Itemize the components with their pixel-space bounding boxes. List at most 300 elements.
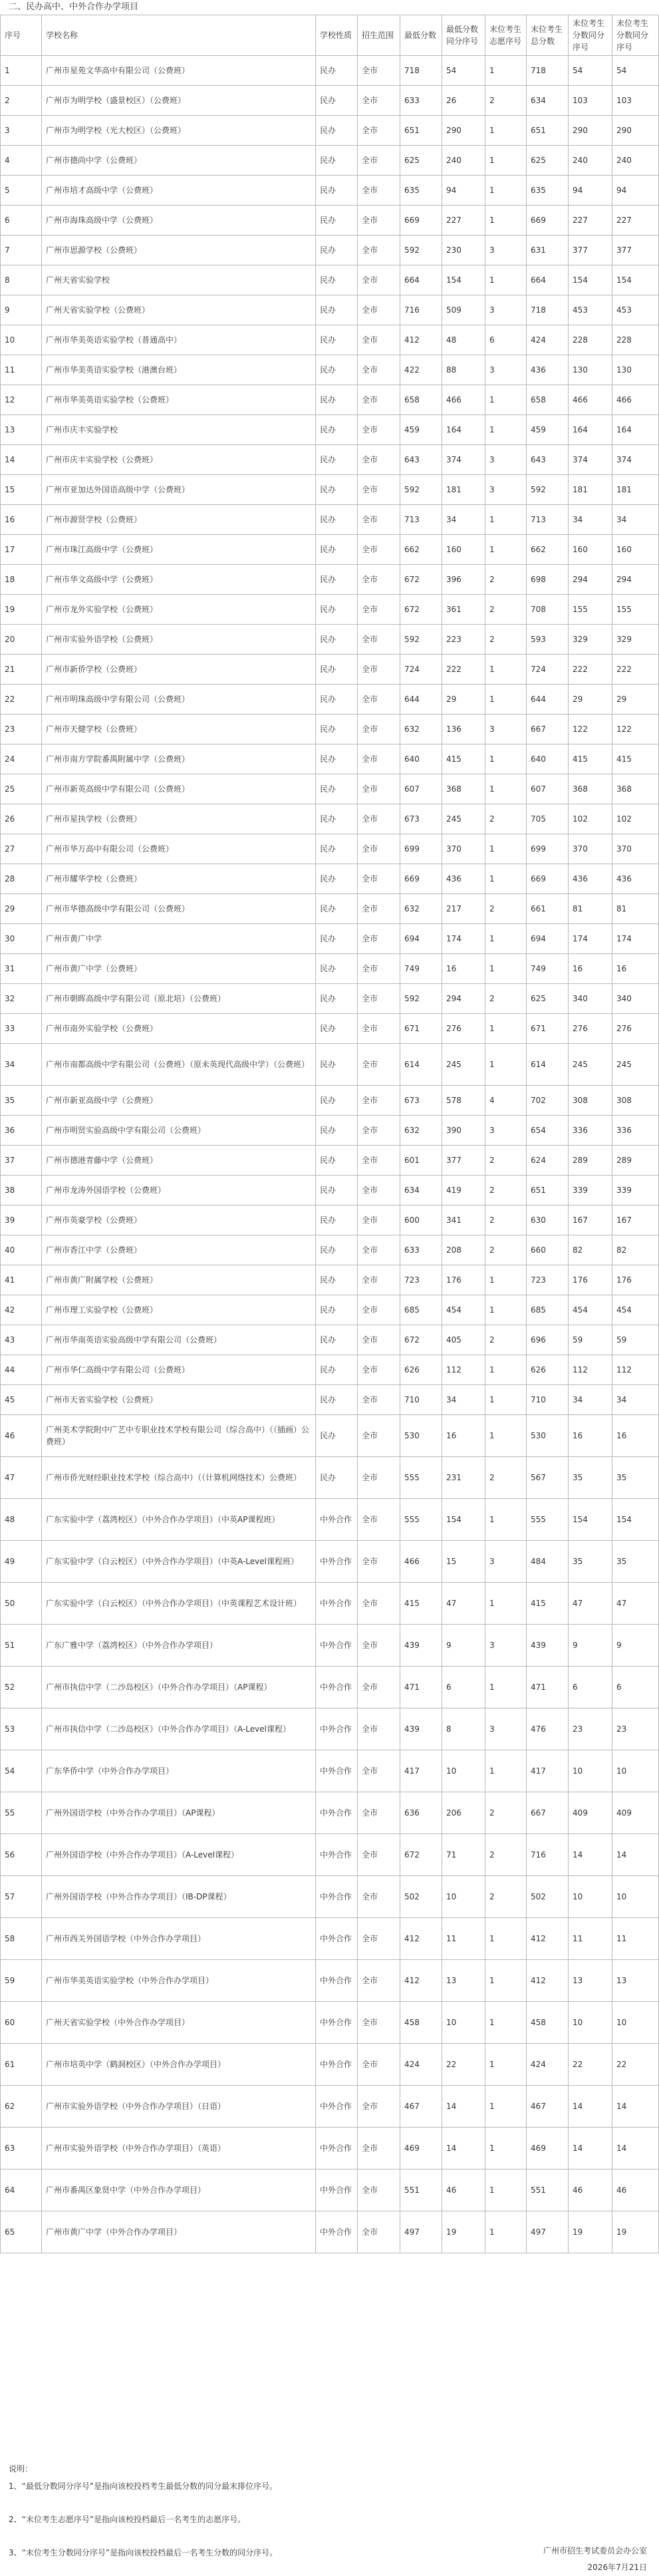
cell-school-name: 广州市华德高级中学有限公司（公费班）: [42, 894, 316, 924]
cell-min-score: 669: [400, 206, 442, 236]
table-row: [1, 1325, 659, 1355]
cell-min-score: 555: [400, 1499, 442, 1541]
cell-last-rank-2: 103: [612, 86, 659, 116]
cell-min-score: 417: [400, 1750, 442, 1792]
cell-min-score-rank: 71: [442, 1834, 485, 1876]
cell-min-score: 632: [400, 894, 442, 924]
table-row: [1, 176, 659, 206]
cell-last-rank: 374: [569, 445, 612, 475]
cell-last-rank: 54: [569, 56, 612, 86]
cell-min-score-rank: 390: [442, 1116, 485, 1146]
cell-school-type: 民办: [316, 505, 358, 535]
cell-last-rank: 167: [569, 1206, 612, 1235]
table-row: [1, 265, 659, 295]
cell-school-name: 广东实验中学（白云校区）（中外合作办学项目）（中英A-Level课程班）: [42, 1541, 316, 1583]
cell-seq: 8: [1, 265, 42, 295]
cell-last-total: 624: [527, 1146, 569, 1176]
cell-school-name: 广州市实验外语学校（公费班）: [42, 625, 316, 655]
cell-school-type: 民办: [316, 295, 358, 325]
cell-last-rank: 329: [569, 625, 612, 655]
cell-last-rank-2: 154: [612, 265, 659, 295]
cell-min-score: 634: [400, 1176, 442, 1206]
cell-last-total: 685: [527, 1295, 569, 1325]
cell-last-total: 654: [527, 1116, 569, 1146]
cell-min-score-rank: 8: [442, 1708, 485, 1750]
cell-school-name: 广州市龙外实验学校（公费班）: [42, 595, 316, 625]
cell-last-choice: 1: [485, 1583, 527, 1625]
table-row: [1, 2128, 659, 2170]
cell-min-score: 713: [400, 505, 442, 535]
cell-range: 全市: [358, 1834, 400, 1876]
cell-last-rank: 46: [569, 2170, 612, 2211]
cell-range: 全市: [358, 834, 400, 864]
cell-last-total: 567: [527, 1457, 569, 1499]
cell-last-rank-2: 176: [612, 1265, 659, 1295]
table-row: [1, 1583, 659, 1625]
cell-last-total: 671: [527, 1014, 569, 1044]
cell-seq: 10: [1, 325, 42, 355]
cell-min-score-rank: 370: [442, 834, 485, 864]
cell-min-score-rank: 54: [442, 56, 485, 86]
cell-last-rank-2: 16: [612, 1415, 659, 1457]
cell-last-rank: 339: [569, 1176, 612, 1206]
cell-last-rank-2: 47: [612, 1583, 659, 1625]
cell-min-score: 640: [400, 744, 442, 774]
cell-range: 全市: [358, 984, 400, 1014]
cell-min-score-rank: 245: [442, 804, 485, 834]
cell-range: 全市: [358, 1014, 400, 1044]
table-row: [1, 804, 659, 834]
cell-school-type: 中外合作: [316, 1667, 358, 1708]
header-min-score: 最低分数: [400, 15, 442, 56]
cell-min-score: 669: [400, 864, 442, 894]
cell-school-name: 广州外国语学校（中外合作办学项目）（IB-DP课程）: [42, 1876, 316, 1918]
cell-last-choice: 2: [485, 1176, 527, 1206]
cell-last-rank: 164: [569, 415, 612, 445]
table-row: [1, 475, 659, 505]
cell-last-total: 530: [527, 1415, 569, 1457]
cell-min-score: 439: [400, 1625, 442, 1667]
cell-min-score-rank: 10: [442, 1876, 485, 1918]
cell-min-score-rank: 223: [442, 625, 485, 655]
cell-school-name: 广州市华美英语实验学校（普通高中）: [42, 325, 316, 355]
cell-seq: 13: [1, 415, 42, 445]
cell-min-score: 497: [400, 2211, 442, 2253]
cell-last-rank: 466: [569, 385, 612, 415]
cell-range: 全市: [358, 1960, 400, 2002]
cell-school-name: 广州市新英高级中学有限公司（公费班）: [42, 774, 316, 804]
table-row: [1, 56, 659, 86]
cell-seq: 51: [1, 1625, 42, 1667]
cell-school-name: 广州市亚加达外国语高级中学（公费班）: [42, 475, 316, 505]
table-row: [1, 1206, 659, 1235]
cell-school-name: 广州市明珠高级中学有限公司（公费班）: [42, 685, 316, 715]
cell-last-choice: 1: [485, 385, 527, 415]
cell-last-total: 708: [527, 595, 569, 625]
cell-last-rank: 454: [569, 1295, 612, 1325]
cell-school-name: 广州市华美英语实验学校（公费班）: [42, 385, 316, 415]
cell-seq: 4: [1, 146, 42, 176]
cell-last-total: 713: [527, 505, 569, 535]
cell-school-name: 广州市华美英语实验学校（港澳台班）: [42, 355, 316, 385]
cell-last-total: 716: [527, 1834, 569, 1876]
cell-last-rank: 10: [569, 1750, 612, 1792]
cell-range: 全市: [358, 1385, 400, 1415]
cell-seq: 57: [1, 1876, 42, 1918]
section-title: 二、民办高中、中外合作办学项目: [9, 2, 139, 12]
cell-min-score-rank: 136: [442, 715, 485, 744]
cell-range: 全市: [358, 206, 400, 236]
cell-last-rank-2: 10: [612, 1750, 659, 1792]
cell-last-rank: 122: [569, 715, 612, 744]
cell-min-score-rank: 217: [442, 894, 485, 924]
cell-school-type: 中外合作: [316, 1499, 358, 1541]
cell-range: 全市: [358, 56, 400, 86]
cell-last-choice: 4: [485, 1086, 527, 1116]
cell-school-name: 广州市星苑文华高中有限公司（公费班）: [42, 56, 316, 86]
cell-range: 全市: [358, 1415, 400, 1457]
cell-min-score: 555: [400, 1457, 442, 1499]
cell-last-rank: 29: [569, 685, 612, 715]
cell-min-score-rank: 13: [442, 1960, 485, 2002]
cell-school-name: 广州天省实验学校: [42, 265, 316, 295]
cell-last-choice: 1: [485, 924, 527, 954]
cell-seq: 63: [1, 2128, 42, 2170]
cell-school-type: 中外合作: [316, 2002, 358, 2044]
cell-last-total: 412: [527, 1918, 569, 1960]
cell-last-rank-2: 122: [612, 715, 659, 744]
cell-last-rank-2: 13: [612, 1960, 659, 2002]
cell-min-score: 672: [400, 595, 442, 625]
cell-range: 全市: [358, 2044, 400, 2086]
cell-seq: 34: [1, 1044, 42, 1086]
cell-min-score: 551: [400, 2170, 442, 2211]
cell-last-rank: 112: [569, 1355, 612, 1385]
cell-min-score-rank: 290: [442, 116, 485, 146]
table-row: [1, 984, 659, 1014]
cell-last-rank-2: 329: [612, 625, 659, 655]
cell-min-score-rank: 222: [442, 655, 485, 685]
cell-last-rank: 289: [569, 1146, 612, 1176]
cell-last-choice: 1: [485, 2044, 527, 2086]
cell-last-total: 592: [527, 475, 569, 505]
cell-last-total: 669: [527, 864, 569, 894]
cell-min-score: 673: [400, 1086, 442, 1116]
cell-school-name: 广州美术学院附中广艺中专职业技术学校有限公司（综合高中）（（插画）公费班）: [42, 1415, 316, 1457]
cell-last-choice: 1: [485, 56, 527, 86]
footer-organization: 广州市招生考试委员会办公室: [543, 2546, 647, 2555]
cell-last-rank-2: 112: [612, 1355, 659, 1385]
cell-school-type: 民办: [316, 954, 358, 984]
cell-range: 全市: [358, 595, 400, 625]
cell-last-rank: 276: [569, 1014, 612, 1044]
table-row: [1, 1044, 659, 1086]
cell-seq: 53: [1, 1708, 42, 1750]
cell-range: 全市: [358, 116, 400, 146]
cell-school-name: 广州天省实验学校（中外合作办学项目）: [42, 2002, 316, 2044]
cell-min-score: 723: [400, 1265, 442, 1295]
cell-last-rank: 47: [569, 1583, 612, 1625]
cell-last-total: 660: [527, 1235, 569, 1265]
cell-min-score-rank: 374: [442, 445, 485, 475]
cell-last-rank: 155: [569, 595, 612, 625]
cell-range: 全市: [358, 1146, 400, 1176]
cell-min-score-rank: 94: [442, 176, 485, 206]
header-school-type: 学校性质: [316, 15, 358, 56]
cell-last-total: 723: [527, 1265, 569, 1295]
cell-range: 全市: [358, 1457, 400, 1499]
cell-last-total: 555: [527, 1499, 569, 1541]
table-row: [1, 894, 659, 924]
cell-school-type: 民办: [316, 265, 358, 295]
cell-min-score: 424: [400, 2044, 442, 2086]
cell-school-type: 民办: [316, 355, 358, 385]
cell-school-name: 广州市黄广中学（中外合作办学项目）: [42, 2211, 316, 2253]
cell-last-rank: 81: [569, 894, 612, 924]
cell-last-choice: 3: [485, 355, 527, 385]
cell-last-choice: 3: [485, 1541, 527, 1583]
cell-range: 全市: [358, 1918, 400, 1960]
cell-school-name: 广州市德尚中学（公费班）: [42, 146, 316, 176]
cell-min-score-rank: 46: [442, 2170, 485, 2211]
cell-min-score-rank: 230: [442, 236, 485, 265]
cell-seq: 2: [1, 86, 42, 116]
cell-last-rank: 94: [569, 176, 612, 206]
cell-seq: 26: [1, 804, 42, 834]
cell-school-name: 广州市培才高级中学（公费班）: [42, 176, 316, 206]
cell-last-choice: 2: [485, 1457, 527, 1499]
table-row: [1, 864, 659, 894]
cell-last-rank-2: 415: [612, 744, 659, 774]
cell-last-total: 667: [527, 715, 569, 744]
cell-min-score-rank: 15: [442, 1541, 485, 1583]
cell-last-rank: 6: [569, 1667, 612, 1708]
cell-last-total: 625: [527, 146, 569, 176]
cell-range: 全市: [358, 236, 400, 265]
cell-school-name: 广州市为明学校（盛景校区）（公费班）: [42, 86, 316, 116]
table-row: [1, 1265, 659, 1295]
table-row: [1, 1792, 659, 1834]
cell-min-score-rank: 112: [442, 1355, 485, 1385]
cell-last-rank-2: 29: [612, 685, 659, 715]
cell-last-choice: 2: [485, 1834, 527, 1876]
cell-last-total: 667: [527, 1792, 569, 1834]
cell-range: 全市: [358, 1876, 400, 1918]
table-row: [1, 535, 659, 565]
cell-school-type: 中外合作: [316, 1918, 358, 1960]
cell-last-rank-2: 294: [612, 565, 659, 595]
cell-min-score-rank: 22: [442, 2044, 485, 2086]
cell-last-rank-2: 59: [612, 1325, 659, 1355]
cell-range: 全市: [358, 1355, 400, 1385]
cell-school-type: 民办: [316, 1176, 358, 1206]
cell-last-rank-2: 14: [612, 2128, 659, 2170]
cell-seq: 55: [1, 1792, 42, 1834]
cell-seq: 18: [1, 565, 42, 595]
cell-last-rank-2: 34: [612, 505, 659, 535]
cell-school-type: 民办: [316, 834, 358, 864]
cell-school-name: 广州市龙涛外国语学校（公费班）: [42, 1176, 316, 1206]
cell-range: 全市: [358, 1750, 400, 1792]
cell-seq: 58: [1, 1918, 42, 1960]
cell-range: 全市: [358, 655, 400, 685]
cell-last-rank-2: 130: [612, 355, 659, 385]
cell-range: 全市: [358, 1265, 400, 1295]
cell-school-type: 民办: [316, 56, 358, 86]
cell-range: 全市: [358, 475, 400, 505]
cell-min-score-rank: 341: [442, 1206, 485, 1235]
cell-school-name: 广州市西关外国语学校（中外合作办学项目）: [42, 1918, 316, 1960]
cell-school-name: 广东实验中学（荔湾校区）（中外合作办学项目）（中英AP课程班）: [42, 1499, 316, 1541]
cell-school-type: 中外合作: [316, 2086, 358, 2128]
cell-min-score-rank: 368: [442, 774, 485, 804]
cell-last-choice: 6: [485, 325, 527, 355]
cell-min-score: 601: [400, 1146, 442, 1176]
cell-range: 全市: [358, 1044, 400, 1086]
cell-last-rank: 35: [569, 1541, 612, 1583]
cell-last-rank: 14: [569, 2128, 612, 2170]
cell-min-score-rank: 34: [442, 505, 485, 535]
cell-last-choice: 1: [485, 116, 527, 146]
table-row: [1, 1355, 659, 1385]
cell-min-score-rank: 26: [442, 86, 485, 116]
cell-seq: 39: [1, 1206, 42, 1235]
cell-range: 全市: [358, 1176, 400, 1206]
cell-min-score-rank: 276: [442, 1014, 485, 1044]
cell-seq: 32: [1, 984, 42, 1014]
cell-school-name: 广州市耀华学校（公费班）: [42, 864, 316, 894]
cell-last-choice: 1: [485, 206, 527, 236]
cell-min-score: 699: [400, 834, 442, 864]
header-last-total: 末位考生总分数: [527, 15, 569, 56]
note-item: 2、“末位考生志愿序号”是指向该校投档最后一名考生的志愿序号。: [9, 2515, 246, 2524]
cell-last-rank: 245: [569, 1044, 612, 1086]
table-row: [1, 1667, 659, 1708]
cell-min-score: 632: [400, 715, 442, 744]
table-row: [1, 774, 659, 804]
cell-last-total: 640: [527, 744, 569, 774]
cell-min-score: 614: [400, 1044, 442, 1086]
cell-seq: 48: [1, 1499, 42, 1541]
cell-last-rank-2: 339: [612, 1176, 659, 1206]
cell-seq: 27: [1, 834, 42, 864]
cell-min-score: 724: [400, 655, 442, 685]
cell-min-score-rank: 419: [442, 1176, 485, 1206]
cell-school-type: 中外合作: [316, 2044, 358, 2086]
cell-school-type: 民办: [316, 1355, 358, 1385]
cell-last-rank: 102: [569, 804, 612, 834]
cell-school-type: 民办: [316, 325, 358, 355]
cell-seq: 54: [1, 1750, 42, 1792]
cell-school-type: 民办: [316, 146, 358, 176]
cell-last-choice: 3: [485, 236, 527, 265]
footer-date: 2026年7月21日: [587, 2563, 647, 2572]
cell-last-choice: 2: [485, 984, 527, 1014]
cell-last-choice: 3: [485, 1708, 527, 1750]
cell-min-score: 466: [400, 1541, 442, 1583]
cell-last-rank-2: 227: [612, 206, 659, 236]
cell-min-score: 471: [400, 1667, 442, 1708]
cell-range: 全市: [358, 1086, 400, 1116]
cell-school-type: 中外合作: [316, 2128, 358, 2170]
cell-last-choice: 2: [485, 894, 527, 924]
cell-last-rank: 34: [569, 1385, 612, 1415]
cell-seq: 36: [1, 1116, 42, 1146]
cell-last-choice: 1: [485, 1355, 527, 1385]
cell-school-type: 民办: [316, 206, 358, 236]
cell-last-total: 718: [527, 295, 569, 325]
table-row: [1, 116, 659, 146]
cell-school-name: 广州市珠江高级中学（公费班）: [42, 535, 316, 565]
table-row: [1, 206, 659, 236]
table-row: [1, 565, 659, 595]
cell-min-score-rank: 9: [442, 1625, 485, 1667]
cell-last-choice: 2: [485, 595, 527, 625]
cell-school-type: 中外合作: [316, 1834, 358, 1876]
cell-last-rank: 228: [569, 325, 612, 355]
cell-last-total: 625: [527, 984, 569, 1014]
cell-last-total: 699: [527, 834, 569, 864]
cell-last-rank-2: 23: [612, 1708, 659, 1750]
cell-range: 全市: [358, 715, 400, 744]
cell-min-score: 671: [400, 1014, 442, 1044]
cell-school-type: 民办: [316, 445, 358, 475]
cell-last-choice: 1: [485, 1499, 527, 1541]
cell-range: 全市: [358, 954, 400, 984]
cell-last-rank: 34: [569, 505, 612, 535]
cell-school-name: 广州市星执学校（公费班）: [42, 804, 316, 834]
cell-last-rank: 16: [569, 954, 612, 984]
cell-last-choice: 1: [485, 834, 527, 864]
cell-last-total: 415: [527, 1583, 569, 1625]
cell-min-score-rank: 396: [442, 565, 485, 595]
cell-last-rank-2: 154: [612, 1499, 659, 1541]
cell-school-type: 民办: [316, 1044, 358, 1086]
cell-min-score: 749: [400, 954, 442, 984]
cell-school-type: 民办: [316, 1325, 358, 1355]
table-row: [1, 1415, 659, 1457]
cell-school-name: 广州市侨光财经职业技术学校（综合高中）（（计算机网络技术）公费班）: [42, 1457, 316, 1499]
cell-school-name: 广州市南外实验学校（公费班）: [42, 1014, 316, 1044]
cell-last-rank-2: 155: [612, 595, 659, 625]
cell-seq: 24: [1, 744, 42, 774]
table-row: [1, 86, 659, 116]
cell-seq: 1: [1, 56, 42, 86]
cell-last-choice: 1: [485, 1918, 527, 1960]
cell-seq: 5: [1, 176, 42, 206]
cell-min-score-rank: 361: [442, 595, 485, 625]
cell-last-choice: 2: [485, 1876, 527, 1918]
cell-last-choice: 1: [485, 1295, 527, 1325]
cell-range: 全市: [358, 685, 400, 715]
cell-seq: 11: [1, 355, 42, 385]
cell-last-rank: 160: [569, 535, 612, 565]
table-row: [1, 1176, 659, 1206]
cell-school-type: 民办: [316, 415, 358, 445]
cell-range: 全市: [358, 924, 400, 954]
table-row: [1, 1499, 659, 1541]
cell-school-type: 民办: [316, 864, 358, 894]
cell-school-name: 广州外国语学校（中外合作办学项目）（A-Level课程）: [42, 1834, 316, 1876]
cell-last-rank-2: 35: [612, 1541, 659, 1583]
cell-last-choice: 2: [485, 625, 527, 655]
table-row: [1, 1295, 659, 1325]
cell-min-score-rank: 11: [442, 1918, 485, 1960]
cell-last-rank: 35: [569, 1457, 612, 1499]
cell-school-name: 广州市德港青藤中学（公费班）: [42, 1146, 316, 1176]
cell-min-score: 469: [400, 2128, 442, 2170]
cell-school-type: 民办: [316, 1116, 358, 1146]
